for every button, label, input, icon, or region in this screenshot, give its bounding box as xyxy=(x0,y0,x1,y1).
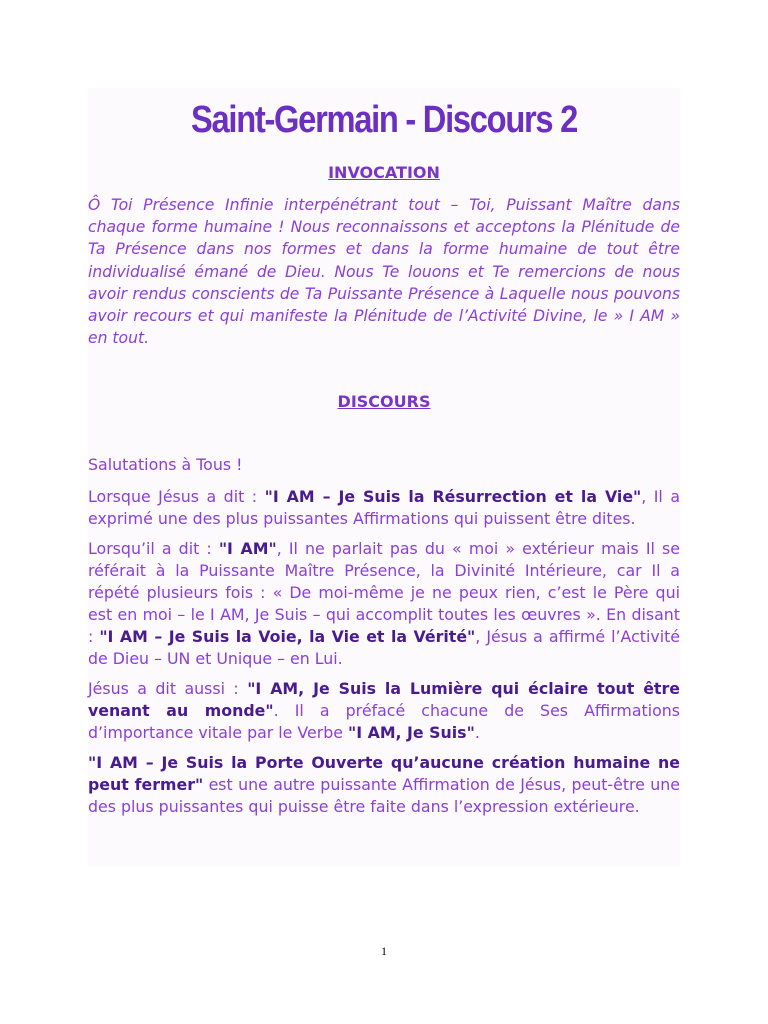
paragraph-1-text-before: Lorsque Jésus a dit : xyxy=(88,487,265,506)
paragraph-3-text-before: Jésus a dit aussi : xyxy=(88,679,248,698)
discours-heading: DISCOURS xyxy=(337,392,431,411)
paragraph-3 xyxy=(88,678,680,744)
paragraph-4 xyxy=(88,752,680,818)
paragraph-3-text-middle: . Il a préfacé chacune de Ses Affirmations d’importance vitale par le Verbe xyxy=(88,701,680,742)
paragraph-2-quote-2: "I AM – Je Suis la Voie, la Vie et la Vérité" xyxy=(99,627,476,646)
paragraph-2-quote-1: "I AM" xyxy=(218,539,277,558)
greeting-text: Salutations à Tous ! xyxy=(88,455,243,474)
invocation-text: Ô Toi Présence Infinie interpénétrant tout – Toi, Puissant Maître dans chaque forme humaine ! Nous reconnaissons et acceptons la Plénitude de Ta Présence dans nos formes et dans la forme humaine de tout être individualisé émané de Dieu. Nous Te louons et Te remercions de nous avoir rendus conscients de Ta Puissante Présence à Laquelle nous pouvons avoir recours et qui manifeste la Plénitude de l’Activité Divine, le » I AM » en tout. xyxy=(88,196,680,348)
paragraph-2-text-before: Lorsqu’il a dit : xyxy=(88,539,219,558)
paragraph-4-text-after: est une autre puissante Affirmation de Jésus, peut-être une des plus puissantes qui puisse être faite dans l’expression extérieure. xyxy=(88,775,680,816)
paragraph-4-quote: "I AM – Je Suis la Porte Ouverte qu’aucune création humaine ne peut fermer" xyxy=(88,753,680,794)
paragraph-2-text-middle: , Il ne parlait pas du « moi » extérieur mais Il se référait à la Puissante Maître Présence, la Divinité Intérieure, car Il a répété plusieurs fois : « De moi-même je ne peux rien, c’est le Père qui est en moi – le I AM, Je Suis – qui accomplit toutes les œuvres ». En disant : xyxy=(88,539,680,646)
paragraph-3-text-after: . xyxy=(474,723,480,742)
paragraph-2-text-after: , Jésus a affirmé l’Activité de Dieu – UN et Unique – en Lui. xyxy=(88,627,680,668)
page-number: 1 xyxy=(381,944,387,958)
greeting-paragraph xyxy=(88,454,680,476)
invocation-heading: INVOCATION xyxy=(328,163,440,182)
page-title: Saint-Germain - Discours 2 xyxy=(191,99,577,141)
paragraph-1-text-after: , Il a exprimé une des plus puissantes Affirmations qui puissent être dites. xyxy=(88,487,680,528)
paragraph-1-quote: "I AM – Je Suis la Résurrection et la Vie" xyxy=(264,487,642,506)
paragraph-2 xyxy=(88,538,680,670)
paragraph-1 xyxy=(88,486,680,530)
paragraph-3-quote-2: "I AM, Je Suis" xyxy=(347,723,475,742)
paragraph-3-quote-1: "I AM, Je Suis la Lumière qui éclaire tout être venant au monde" xyxy=(88,679,680,720)
discours-body xyxy=(88,454,680,826)
